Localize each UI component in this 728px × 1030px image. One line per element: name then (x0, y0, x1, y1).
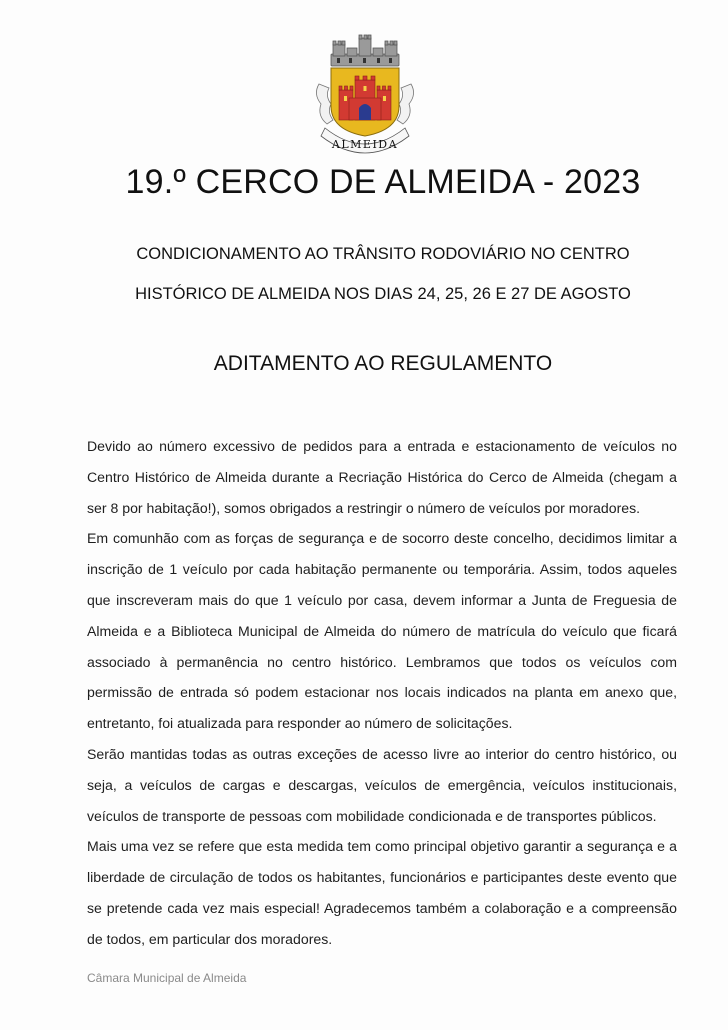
document-body (87, 431, 677, 955)
paragraph: Em comunhão com as forças de segurança e de socorro deste concelho, decidimos limitar a inscrição de 1 veículo por cada habitação permanente ou temporária. Assim, todos aqueles que inscreveram mais do que 1 veículo por casa, devem informar a Junta de Freguesia de Almeida e a Biblioteca Municipal de Almeida do número de matrícula do veículo que ficará associado à permanência no centro histórico. Lembramos que todos os veículos com permissão de entrada só podem estacionar nos locais indicados na planta em anexo que, entretanto, foi atualizada para responder ao número de solicitações. (87, 530, 677, 732)
subtitle-line-1: CONDICIONAMENTO AO TRÂNSITO RODOVIÁRIO NO CENTRO (136, 245, 630, 263)
section-heading: ADITAMENTO AO REGULAMENTO (213, 352, 553, 375)
footer-organization: Câmara Municipal de Almeida (87, 971, 247, 985)
paragraph: Serão mantidas todas as outras exceções de acesso livre ao interior do centro histórico, ou seja, a veículos de cargas e descargas, veículos de emergência, veículos institucionais, veículos de transporte de pessoas com mobilidade condicionada e de transportes públicos. (87, 745, 677, 824)
paragraph: Devido ao número excessivo de pedidos para a entrada e estacionamento de veículos no Centro Histórico de Almeida durante a Recriação Histórica do Cerco de Almeida (chegam a ser 8 por habitação!), somos obrigados a restringir o número de veículos por moradores. (87, 438, 677, 516)
crest-banner-text: ALMEIDA (331, 138, 399, 151)
almeida-coat-of-arms-icon (309, 32, 421, 154)
subtitle-line-2: HISTÓRICO DE ALMEIDA NOS DIAS 24, 25, 26 E 27 DE AGOSTO (135, 285, 631, 303)
paragraph: Mais uma vez se refere que esta medida tem como principal objetivo garantir a segurança e a liberdade de circulação de todos os habitantes, funcionários e participantes deste evento que se pretende cada vez mais especial! Agradecemos também a colaboração e a compreensão de todos, em particular dos moradores. (87, 838, 677, 947)
document-title: 19.º CERCO DE ALMEIDA - 2023 (125, 163, 641, 201)
